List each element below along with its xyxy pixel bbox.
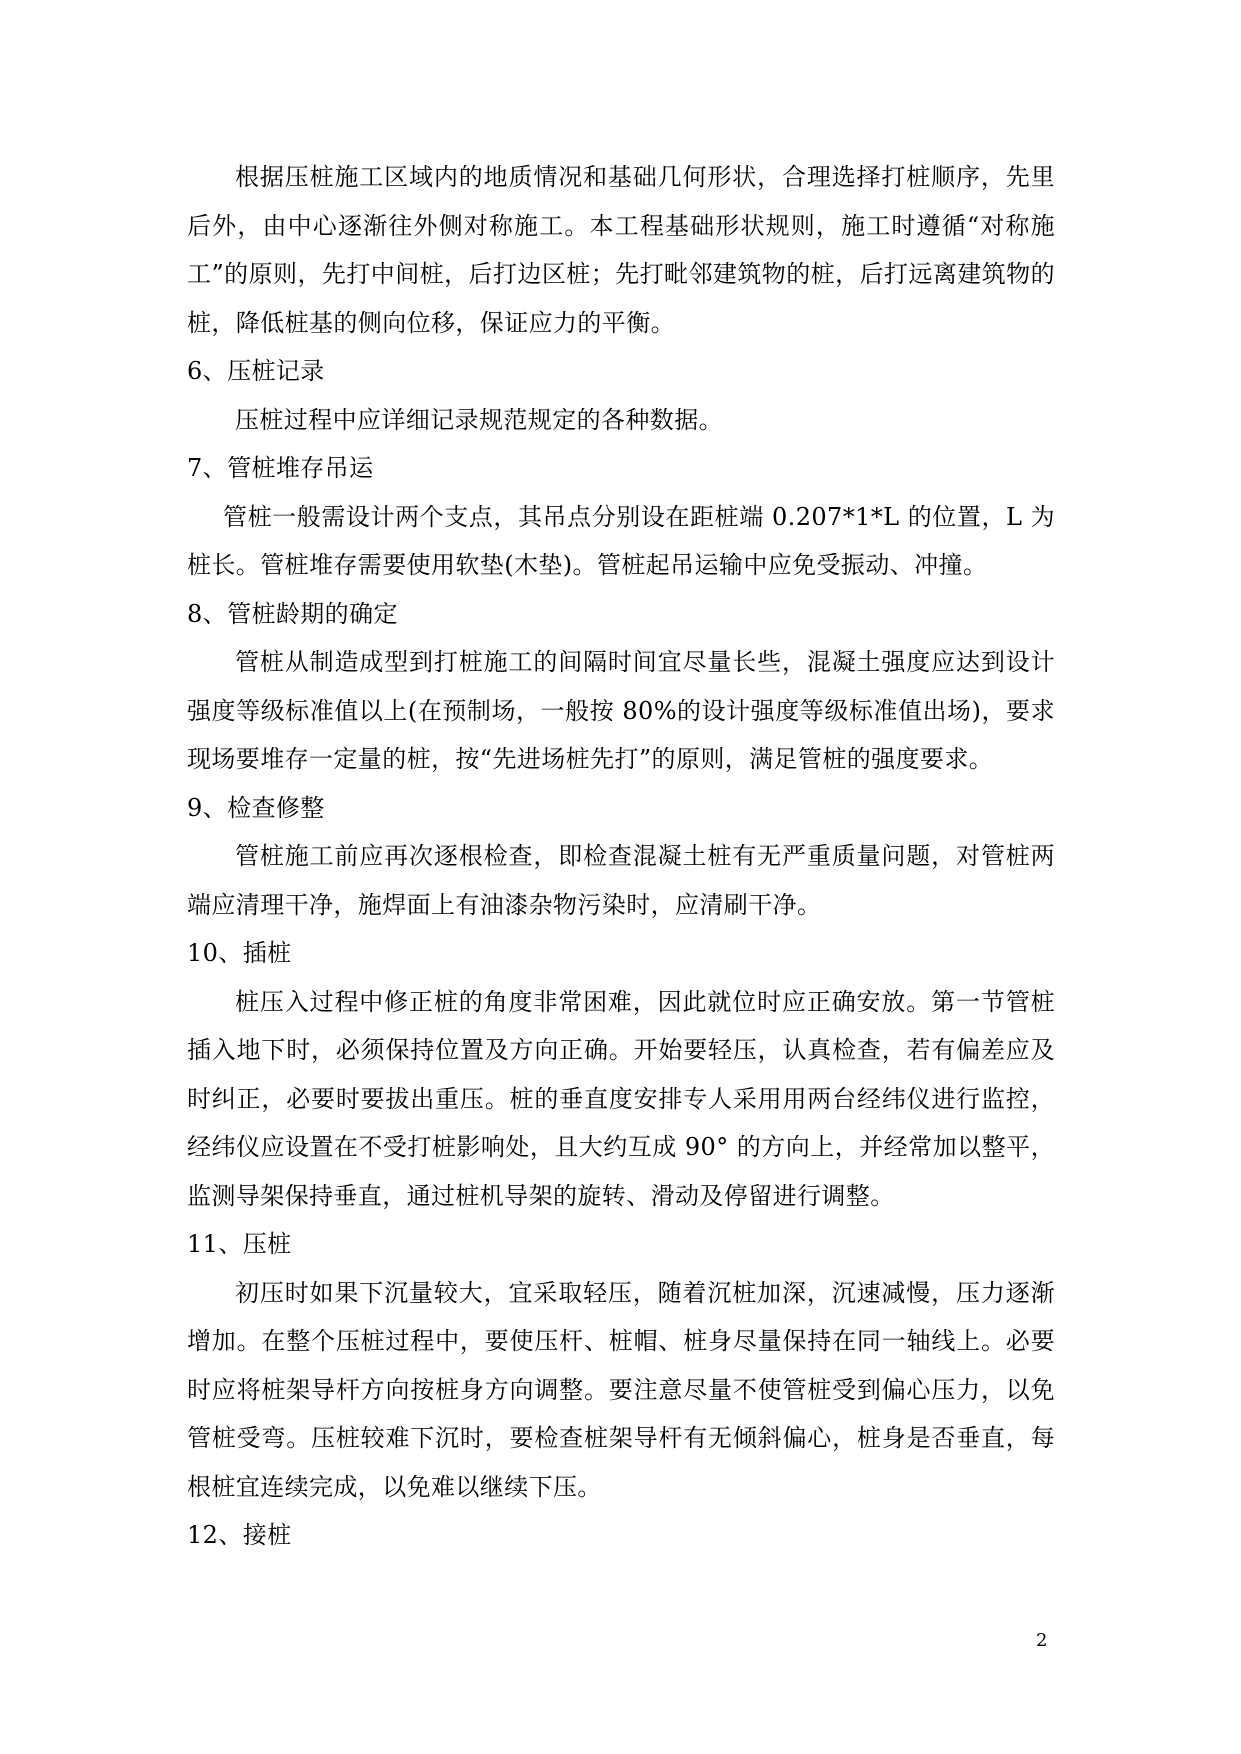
heading-inspection: 9、检查修整 (187, 793, 325, 822)
paragraph-pile-storage-lifting: 管桩一般需设计两个支点，其吊点分别设在距桩端 0.207*1*L 的位置，L 为桩长。管桩堆存需要使用软垫(木垫)。管桩起吊运输中应免受振动、冲撞。 (187, 502, 1055, 579)
paragraph-pile-pressing: 初压时如果下沉量较大，宜采取轻压，随着沉桩加深，沉速减慢，压力逐渐增加。在整个压桩过程中，要使压杆、桩帽、桩身尽量保持在同一轴线上。必要时应将桩架导杆方向按桩身方向调整。要注意尽量不使管桩受到偏心压力，以免管桩受弯。压桩较难下沉时，要检查桩架导杆有无倾斜偏心，桩身是否垂直，每根桩宜连续完成，以免难以继续下压。 (187, 1278, 1055, 1501)
heading-pile-record: 6、压桩记录 (187, 357, 325, 385)
paragraph-inspection: 管桩施工前应再次逐根检查，即检查混凝土桩有无严重质量问题，对管桩两端应清理干净，施焊面上有油漆杂物污染时，应清刷干净。 (187, 842, 1055, 919)
paragraph-pile-insertion: 桩压入过程中修正桩的角度非常困难，因此就位时应正确安放。第一节管桩插入地下时，必须保持位置及方向正确。开始要轻压，认真检查，若有偏差应及时纠正，必要时要拔出重压。桩的垂直度安排专人采用用两台经纬仪进行监控，经纬仪应设置在不受打桩影响处，且大约互成 90° 的方向上，并经常加以整平，监测导架保持垂直，通过桩机导架的旋转、滑动及停留进行调整。 (187, 987, 1055, 1210)
heading-pile-storage-lifting: 7、管桩堆存吊运 (187, 454, 374, 482)
paragraph-pile-record: 压桩过程中应详细记录规范规定的各种数据。 (235, 405, 723, 434)
paragraph-pile-sequence: 根据压桩施工区域内的地质情况和基础几何形状，合理选择打桩顺序，先里后外，由中心逐渐往外侧对称施工。本工程基础形状规则，施工时遵循“对称施工”的原则，先打中间桩，后打边区桩；先打毗邻建筑物的桩，后打远离建筑物的桩，降低桩基的侧向位移，保证应力的平衡。 (187, 163, 1055, 337)
paragraph-pile-age: 管桩从制造成型到打桩施工的间隔时间宜尽量长些，混凝土强度应达到设计强度等级标准值以上(在预制场，一般按 80%的设计强度等级标准值出场)，要求现场要堆存一定量的桩，按“先进场桩先打”的原则，满足管桩的强度要求。 (187, 648, 1055, 773)
heading-pile-age: 8、管桩龄期的确定 (187, 599, 398, 628)
heading-pile-joining: 12、接桩 (187, 1521, 292, 1549)
document-body (187, 153, 1055, 1560)
page-number: 2 (1036, 1630, 1048, 1651)
heading-pile-pressing: 11、压桩 (187, 1230, 292, 1258)
heading-pile-insertion: 10、插桩 (187, 939, 292, 967)
